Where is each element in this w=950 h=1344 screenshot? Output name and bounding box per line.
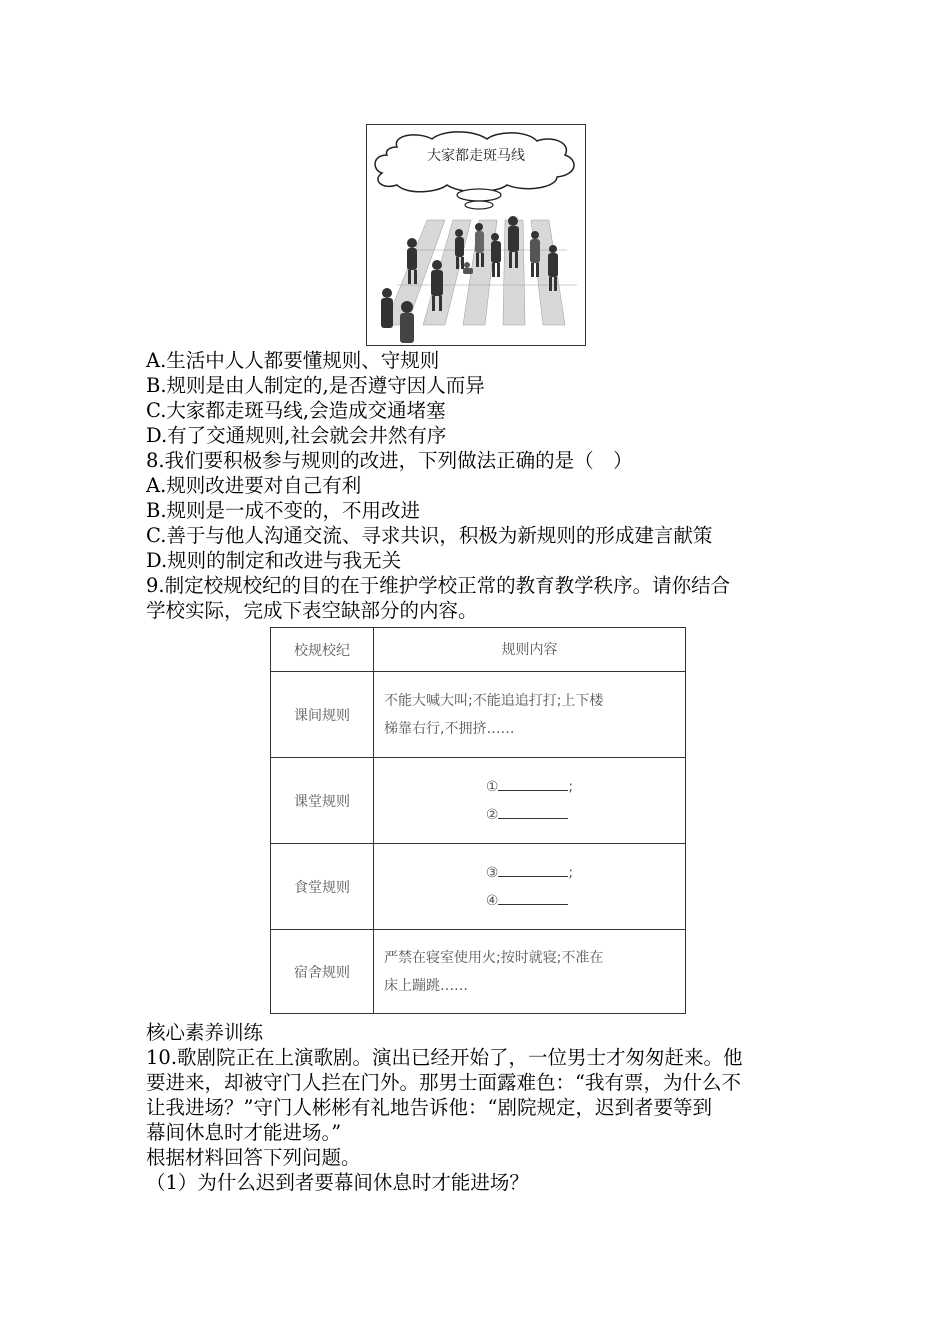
q10-line-2: 要进来，却被守门人拦在门外。那男士面露难色：“我有票，为什么不 [146,1071,741,1094]
header-rule-type: 校规校纪 [271,628,374,672]
q9-stem-line-2: 学校实际，完成下表空缺部分的内容。 [146,599,478,622]
q8-option-c: C.善于与他人沟通交流、寻求共识，积极为新规则的形成建言献策 [146,524,713,547]
blank-marker: ④ [485,892,499,909]
rule-content [374,930,686,1014]
q10-line-3: 让我进场？”守门人彬彬有礼地告诉他：“剧院规定，迟到者要等到 [146,1096,712,1119]
rule-content-line: 不能大喊大叫;不能追追打打;上下楼 [384,692,604,709]
rule-blanks [374,844,686,930]
q8-option-d: D.规则的制定和改进与我无关 [146,549,402,572]
rule-content-line: 梯靠右行,不拥挤…… [384,720,515,737]
q7-option-a: A.生活中人人都要懂规则、守规则 [146,349,440,372]
rule-content [374,672,686,758]
q10-line-4: 幕间休息时才能进场。” [146,1121,342,1144]
rule-blanks [374,758,686,844]
rule-name: 食堂规则 [271,844,374,930]
answer-blank[interactable] [498,860,568,877]
q10-prompt: 根据材料回答下列问题。 [146,1146,361,1169]
answer-blank[interactable] [498,802,568,819]
answer-blank[interactable] [498,888,568,905]
thought-bubble-small [465,201,493,209]
blank-marker: ② [485,806,499,823]
rule-name: 课堂规则 [271,758,374,844]
q10-subquestion-1: （1）为什么迟到者要幕间休息时才能进场？ [146,1171,529,1194]
thought-cloud-caption: 大家都走斑马线 [427,148,525,164]
thought-bubble-large [457,189,501,201]
blank-marker: ③ [485,864,499,881]
blank-marker: ① [485,778,499,795]
table-row [271,672,686,758]
table-row [271,758,686,844]
blank-separator: ; [568,778,574,795]
rule-name: 宿舍规则 [271,930,374,1014]
q8-option-b: B.规则是一成不变的，不用改进 [146,499,421,522]
table-row [271,844,686,930]
q7-option-c: C.大家都走斑马线,会造成交通堵塞 [146,399,446,422]
q8-stem: 8.我们要积极参与规则的改进，下列做法正确的是（ ） [146,449,633,472]
table-header-row [271,628,686,672]
header-rule-content: 规则内容 [374,628,686,672]
blank-separator: ; [568,864,574,881]
q10-line-1: 10.歌剧院正在上演歌剧。演出已经开始了，一位男士才匆匆赶来。他 [146,1046,743,1069]
rule-content-line: 床上蹦跳…… [384,977,468,994]
section-title: 核心素养训练 [146,1021,264,1044]
q7-option-b: B.规则是由人制定的,是否遵守因人而异 [146,374,485,397]
q7-option-d: D.有了交通规则,社会就会井然有序 [146,424,447,447]
table-row [271,930,686,1014]
school-rules-table [270,627,686,1014]
rule-content-line: 严禁在寝室使用火;按时就寝;不准在 [384,949,604,966]
answer-blank[interactable] [498,774,568,791]
q8-option-a: A.规则改进要对自己有利 [146,474,362,497]
rule-name: 课间规则 [271,672,374,758]
q9-stem-line-1: 9.制定校规校纪的目的在于维护学校正常的教育教学秩序。请你结合 [146,574,731,597]
zebra-crossing-illustration [366,124,586,346]
